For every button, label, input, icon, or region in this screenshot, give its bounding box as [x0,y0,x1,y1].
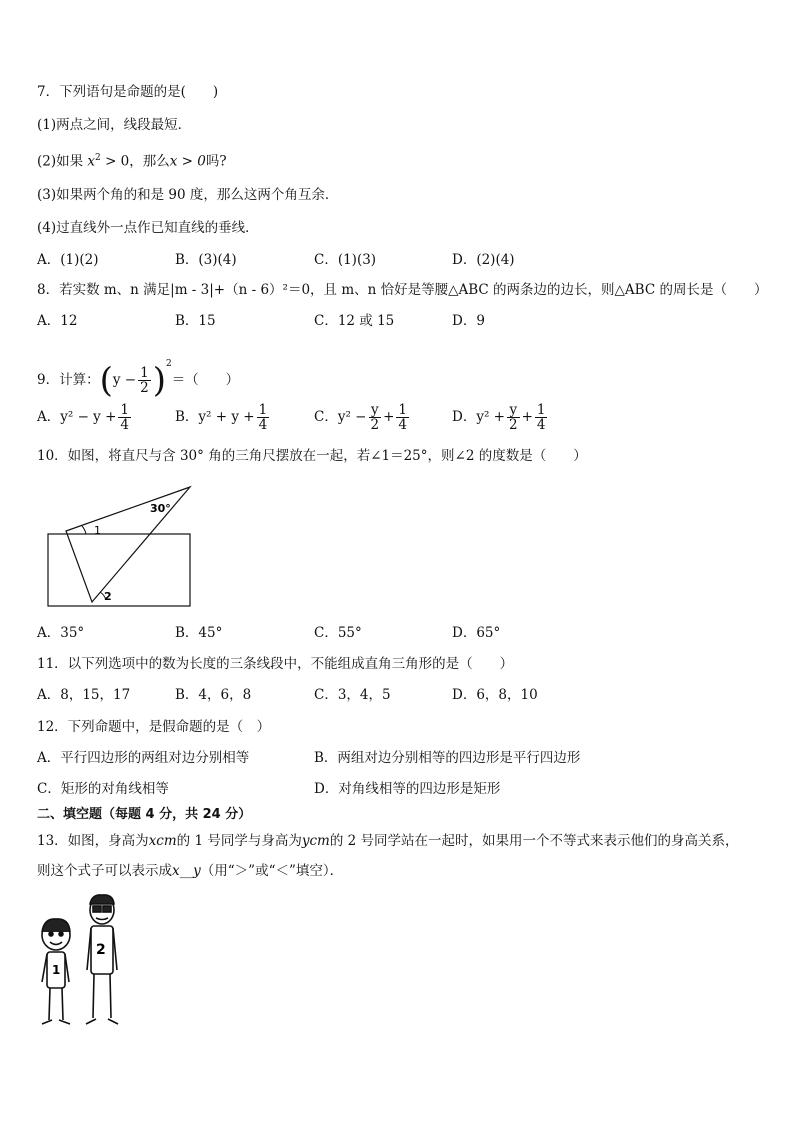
q11-option-d: D．6，8，10 [452,687,538,703]
q12-stem: 12．下列命题中，是假命题的是（ ） [37,719,271,735]
q9-stem-pre: 9．计算： [37,372,100,388]
q10-label-2: 2 [104,590,112,603]
q9-option-c: C．y² − $\frac{y}{2}$ + $\frac{1}{4}$ [314,402,407,433]
q10-ruler-triangle-figure [40,482,200,610]
q7-option-b: B．(3)(4) [175,252,237,268]
q7-option-d: D．(2)(4) [452,252,515,268]
q13-answer-blank[interactable]: __ [179,863,194,879]
q7-s2-x: x [87,153,96,170]
q10-angle1-arc [82,526,86,534]
q8-option-a: A．12 [37,313,78,329]
q12-option-b: B．两组对边分别相等的四边形是平行四边形 [314,750,581,766]
q7-option-c: C．(1)(3) [314,252,377,268]
q10-option-d: D．65° [452,625,501,641]
q8-option-b: B．15 [175,313,216,329]
q9-option-d: D．y² + $\frac{y}{2}$ + $\frac{1}{4}$ [452,402,546,433]
q12-option-d: D．对角线相等的四边形是矩形 [314,781,501,797]
q9-stem-post: ＝（ ） [171,372,240,388]
q9-option-a: A．y² − y + $\frac{1}{4}$ [37,402,130,433]
q7-statement-3: (3)如果两个角的和是 90 度，那么这两个角互余． [37,187,339,203]
q7-s2-exp: 2 [95,153,101,163]
student-2-number: 2 [96,942,106,958]
q7-s2-gt: > 0 [100,153,130,170]
q7-s2-pre: (2)如果 [37,153,84,170]
q9-frac: $\frac{1}{2}$ [140,365,149,396]
q13-x-cm: xcm [148,833,177,849]
q8-option-c: C．12 或 15 [314,313,395,329]
q8-stem: 8．若实数 m、n 满足|m - 3|+（n - 6）²＝0，且 m、n 恰好是等腰△ABC 的两条边的边长，则△ABC 的周长是（ ） [37,282,768,298]
q9-paren-right: ) [152,360,166,401]
q9-stem [37,346,240,401]
q13-line-2: 则这个式子可以表示成x__y（用“＞”或“＜”填空）． [37,863,344,879]
q10-label-1: 1 [94,524,101,537]
q7-s2-post: 吗? [205,153,227,170]
q8-option-d: D．9 [452,313,485,329]
q10-option-a: A．35° [37,625,85,641]
q11-option-b: B．4，6，8 [175,687,252,703]
student-2 [86,895,118,1024]
q7-statement-2 [37,149,227,171]
q7-option-a: A．(1)(2) [37,252,99,268]
q9-power: 2 [165,359,172,369]
q10-label-30: 30° [150,502,171,515]
q10-option-b: B．45° [175,625,223,641]
section-2-heading: 二、填空题（每题 4 分，共 24 分） [37,807,252,822]
q13-students-figure [36,892,126,1032]
q11-option-c: C．3，4，5 [314,687,391,703]
q10-triangle [66,487,190,602]
q10-stem: 10．如图，将直尺与含 30° 角的三角尺摆放在一起，若∠1＝25°，则∠2 的度数是（ ） [37,448,587,464]
q12-option-c: C．矩形的对角线相等 [37,781,169,797]
q7-statement-1: (1)两点之间，线段最短． [37,117,192,133]
q11-option-a: A．8，15，17 [37,687,131,703]
q9-option-b: B．y² + y + $\frac{1}{4}$ [175,402,268,433]
student-1-number: 1 [52,963,61,977]
q7-s2-expr3: x > 0 [169,153,206,170]
q7-s2-mid: ，那么 [129,153,170,170]
q9-paren-left: ( [99,360,113,401]
q7-statement-4: (4)过直线外一点作已知直线的垂线． [37,220,259,236]
q7-stem: 7．下列语句是命题的是( ) [37,84,219,100]
q13-line-1: 13．如图，身高为xcm的 1 号同学与身高为ycm的 2 号同学站在一起时，如果用一个不等式来表示他们的身高关系， [37,833,739,849]
q9-inner: y − [112,372,137,388]
q11-stem: 11．以下列选项中的数为长度的三条线段中，不能组成直角三角形的是（ ） [37,656,514,672]
q10-option-c: C．55° [314,625,362,641]
q13-y-cm: ycm [301,833,330,849]
q12-option-a: A．平行四边形的两组对边分别相等 [37,750,250,766]
